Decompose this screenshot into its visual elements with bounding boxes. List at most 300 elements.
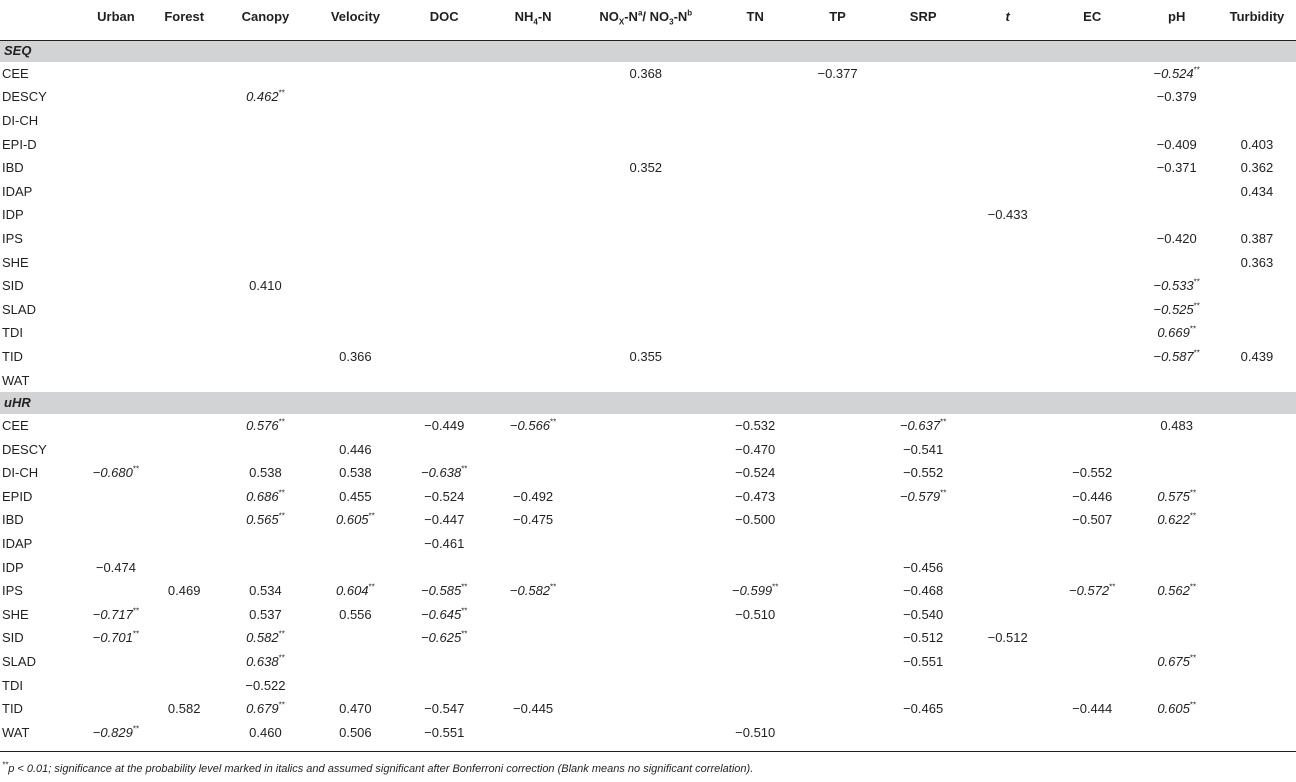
table-cell [1136, 274, 1218, 298]
table-cell [82, 133, 149, 157]
table-cell [1049, 133, 1136, 157]
table-cell: 0.352 [629, 160, 663, 176]
cell-value: −0.572 [1069, 583, 1110, 599]
cell-value: −0.566 [509, 418, 551, 434]
cell-value: 0.576 [246, 418, 279, 434]
table-cell [1136, 62, 1218, 86]
table-cell [490, 674, 577, 698]
table-cell [880, 204, 967, 228]
cell-value: −0.638 [421, 465, 462, 481]
table-cell: −0.492 [513, 488, 554, 504]
table-cell [967, 485, 1049, 509]
row-label: DI-CH [2, 112, 39, 128]
table-row [0, 251, 1296, 275]
row-label: SID [2, 278, 24, 294]
table-cell: −0.551 [903, 654, 944, 670]
table-cell [715, 322, 795, 346]
table-cell [1136, 485, 1218, 509]
table-cell: −0.446 [1072, 488, 1113, 504]
table-cell: 0.469 [167, 583, 201, 599]
significance-marker: ** [368, 512, 375, 522]
table-cell [1049, 369, 1136, 393]
table-cell: −0.532 [735, 418, 776, 434]
header-doc: DOC [429, 9, 459, 24]
table-cell: 0.368 [629, 65, 663, 81]
table-cell [399, 62, 490, 86]
table-row [0, 721, 1296, 745]
significance-marker: ** [278, 700, 285, 710]
table-cell: −0.461 [424, 536, 465, 552]
table-cell [399, 556, 490, 580]
cell-value: 0.638 [246, 654, 279, 670]
table-cell [880, 180, 967, 204]
significance-marker: ** [550, 582, 557, 592]
footnote-text: p < 0.01; significance at the probability level marked in italics and assumed significant after Bonferroni correction (Blank means no significant correlation). [8, 763, 754, 775]
row-label: CEE [2, 418, 29, 434]
table-cell [1136, 627, 1218, 651]
table-cell [1049, 204, 1136, 228]
table-cell [82, 438, 149, 462]
table-cell [312, 322, 399, 346]
table-cell [150, 509, 219, 533]
table-cell [1136, 251, 1218, 275]
table-cell [576, 180, 715, 204]
table-row [0, 369, 1296, 393]
table-cell [967, 180, 1049, 204]
cell-value: −0.637 [899, 418, 941, 434]
table-cell [1218, 603, 1296, 627]
cell-value: 0.575 [1157, 488, 1190, 504]
table-cell [1136, 532, 1218, 556]
table-row [0, 298, 1296, 322]
table-cell [150, 109, 219, 133]
table-cell [967, 133, 1049, 157]
table-cell: −0.475 [513, 512, 554, 528]
table-cell [399, 345, 490, 369]
table-cell: 0.363 [1240, 254, 1274, 270]
table-cell [490, 345, 577, 369]
table-cell [967, 109, 1049, 133]
table-cell [715, 345, 795, 369]
table-row [0, 180, 1296, 204]
table-cell [399, 322, 490, 346]
table-cell [880, 345, 967, 369]
table-cell: 0.434 [1240, 183, 1274, 199]
table-row [0, 697, 1296, 721]
table-cell: −0.551 [424, 724, 465, 740]
table-cell [82, 180, 149, 204]
table-cell [219, 156, 312, 180]
table-cell [576, 697, 715, 721]
row-label: DI-CH [2, 465, 39, 481]
cell-value: 0.582 [246, 630, 279, 646]
table-cell: −0.456 [903, 559, 944, 575]
table-cell [82, 227, 149, 251]
table-cell [795, 86, 880, 110]
row-label: DESCY [2, 89, 47, 105]
header-tn: TN [746, 9, 764, 24]
table-cell [399, 674, 490, 698]
row-label: EPID [2, 488, 33, 504]
table-cell [1049, 345, 1136, 369]
table-cell [795, 627, 880, 651]
table-cell [150, 156, 219, 180]
table-cell [399, 369, 490, 393]
significance-marker: ** [278, 630, 285, 640]
table-cell [880, 414, 967, 438]
table-cell: −0.552 [903, 465, 944, 481]
table-cell [967, 298, 1049, 322]
table-cell [715, 109, 795, 133]
table-cell: 0.460 [249, 724, 282, 740]
table-cell [82, 298, 149, 322]
table-cell [150, 204, 219, 228]
table-cell [880, 251, 967, 275]
table-cell [795, 721, 880, 745]
significance-marker: ** [132, 630, 140, 640]
table-cell: 0.556 [339, 606, 372, 622]
table-cell [82, 369, 149, 393]
table-cell [795, 414, 880, 438]
cell-value: 0.565 [246, 512, 279, 528]
table-cell [967, 697, 1049, 721]
significance-marker: ** [1189, 700, 1197, 710]
section-title: SEQ [4, 43, 32, 59]
cell-value: −0.625 [421, 630, 462, 646]
row-label: IPS [2, 583, 23, 599]
table-cell [312, 627, 399, 651]
table-cell [399, 251, 490, 275]
table-cell [1136, 322, 1218, 346]
table-cell [967, 556, 1049, 580]
table-cell [219, 509, 312, 533]
table-cell [1218, 532, 1296, 556]
table-cell [576, 650, 715, 674]
cell-value: 0.675 [1157, 654, 1190, 670]
table-cell [795, 697, 880, 721]
table-cell [795, 650, 880, 674]
table-cell [1136, 579, 1218, 603]
table-cell: −0.465 [903, 701, 944, 717]
header-nox-no3: $NO_X-N^a/$ $NO_3-N^b$ [599, 8, 693, 27]
table-cell [576, 556, 715, 580]
table-cell [1218, 86, 1296, 110]
table-cell [880, 109, 967, 133]
table-cell [312, 204, 399, 228]
table-cell [967, 369, 1049, 393]
row-label: IDAP [2, 536, 33, 552]
table-cell [490, 721, 577, 745]
table-cell [967, 414, 1049, 438]
table-cell [312, 369, 399, 393]
table-cell [150, 627, 219, 651]
header-ph: pH [1168, 9, 1186, 24]
table-cell [1218, 509, 1296, 533]
table-cell [490, 438, 577, 462]
table-cell [1136, 180, 1218, 204]
table-cell [795, 298, 880, 322]
table-cell [312, 180, 399, 204]
significance-marker: ** [278, 653, 285, 663]
table-cell [1136, 556, 1218, 580]
table-cell [1136, 509, 1218, 533]
table-row [0, 274, 1296, 298]
table-cell [490, 532, 577, 556]
table-cell [399, 603, 490, 627]
table-cell [795, 462, 880, 486]
table-cell [1136, 109, 1218, 133]
table-cell: −0.474 [95, 559, 136, 575]
table-cell: 0.483 [1160, 418, 1193, 434]
table-cell [490, 251, 577, 275]
table-cell [715, 274, 795, 298]
table-cell [967, 227, 1049, 251]
table-cell: −0.510 [735, 606, 776, 622]
table-cell [82, 509, 149, 533]
table-cell [150, 345, 219, 369]
row-label: WAT [2, 724, 30, 740]
table-cell: −0.507 [1072, 512, 1113, 528]
table-row [0, 133, 1296, 157]
cell-value: −0.829 [92, 724, 133, 740]
table-cell [82, 579, 149, 603]
significance-marker: ** [1189, 512, 1197, 522]
table-cell [967, 532, 1049, 556]
table-cell: −0.470 [735, 441, 776, 457]
table-cell [576, 133, 715, 157]
table-cell: 0.362 [1240, 160, 1274, 176]
header-canopy: Canopy [241, 9, 290, 24]
table-cell [219, 532, 312, 556]
significance-marker: ** [461, 606, 468, 616]
table-cell [490, 298, 577, 322]
significance-marker: ** [461, 464, 468, 474]
table-cell [219, 227, 312, 251]
significance-marker: ** [132, 464, 140, 474]
table-cell [795, 603, 880, 627]
table-cell [219, 650, 312, 674]
table-cell [82, 650, 149, 674]
table-cell [1218, 556, 1296, 580]
table-cell [795, 579, 880, 603]
table-cell [219, 133, 312, 157]
cell-value: 0.686 [246, 488, 279, 504]
table-cell [795, 556, 880, 580]
significance-marker: ** [278, 488, 285, 498]
table-cell [967, 721, 1049, 745]
significance-marker: ** [1193, 65, 1200, 75]
table-cell [795, 345, 880, 369]
table-cell [150, 721, 219, 745]
table-cell [490, 227, 577, 251]
table-cell: −0.445 [513, 701, 554, 717]
table-cell [150, 650, 219, 674]
table-row [0, 322, 1296, 346]
table-cell: 0.582 [167, 701, 201, 717]
table-cell [795, 532, 880, 556]
table-cell [795, 674, 880, 698]
header-tp: TP [829, 9, 846, 24]
table-cell [219, 180, 312, 204]
significance-marker: ** [461, 630, 468, 640]
table-cell [312, 650, 399, 674]
cell-value: 0.562 [1157, 583, 1190, 599]
table-cell [490, 322, 577, 346]
significance-marker: ** [132, 724, 140, 734]
section-title: uHR [4, 395, 31, 411]
table-cell [490, 414, 577, 438]
section-row-seq [0, 40, 1296, 62]
table-cell [880, 509, 967, 533]
row-label: DESCY [2, 441, 47, 457]
table-cell [576, 603, 715, 627]
cell-value: −0.533 [1153, 278, 1194, 294]
table-cell [219, 62, 312, 86]
table-cell: −0.447 [424, 512, 465, 528]
significance-marker: ** [1189, 488, 1197, 498]
table-cell [1136, 345, 1218, 369]
table-cell [1049, 251, 1136, 275]
table-cell [576, 438, 715, 462]
table-cell [312, 298, 399, 322]
table-cell [1218, 62, 1296, 86]
table-cell [576, 627, 715, 651]
table-cell [219, 251, 312, 275]
row-label: IDP [2, 207, 24, 223]
cell-value: −0.524 [1153, 65, 1194, 81]
table-cell [1049, 62, 1136, 86]
table-cell [82, 721, 149, 745]
table-cell [1136, 438, 1218, 462]
table-cell [795, 204, 880, 228]
table-cell [1049, 86, 1136, 110]
table-cell [1049, 109, 1136, 133]
table-cell [312, 133, 399, 157]
table-row [0, 462, 1296, 486]
table-row [0, 227, 1296, 251]
table-cell: −0.512 [987, 630, 1028, 646]
table-cell [82, 485, 149, 509]
header-turbidity: Turbidity [1229, 9, 1285, 24]
table-cell [1136, 369, 1218, 393]
table-cell [1049, 180, 1136, 204]
table-cell [399, 180, 490, 204]
table-cell [490, 603, 577, 627]
table-cell [1136, 298, 1218, 322]
table-cell [1049, 650, 1136, 674]
cell-value: −0.645 [421, 606, 462, 622]
table-cell [715, 369, 795, 393]
header-t: t [1005, 9, 1010, 24]
table-cell: 0.366 [339, 348, 372, 364]
table-cell [1218, 438, 1296, 462]
table-cell [576, 369, 715, 393]
row-label: WAT [2, 372, 30, 388]
cell-value: −0.680 [92, 465, 133, 481]
table-cell [1136, 650, 1218, 674]
cell-value: 0.622 [1157, 512, 1190, 528]
table-row [0, 109, 1296, 133]
table-cell [1136, 603, 1218, 627]
table-cell: −0.473 [735, 488, 776, 504]
table-cell [1049, 674, 1136, 698]
table-row [0, 532, 1296, 556]
table-cell [490, 133, 577, 157]
table-cell [795, 133, 880, 157]
table-cell [967, 274, 1049, 298]
table-cell [715, 180, 795, 204]
row-label: SHE [2, 606, 29, 622]
table-cell [312, 579, 399, 603]
table-cell [1136, 721, 1218, 745]
section-row-uhr [0, 392, 1296, 414]
table-cell [219, 345, 312, 369]
table-cell [82, 627, 149, 651]
table-cell [219, 485, 312, 509]
table-row [0, 674, 1296, 698]
cell-value: −0.525 [1153, 301, 1194, 317]
table-cell [967, 674, 1049, 698]
table-cell [576, 485, 715, 509]
table-cell [576, 414, 715, 438]
significance-marker: ** [368, 582, 375, 592]
table-cell [880, 322, 967, 346]
table-cell [150, 674, 219, 698]
table-cell [399, 627, 490, 651]
table-cell [1049, 532, 1136, 556]
table-cell [82, 109, 149, 133]
table-cell [795, 322, 880, 346]
table-cell [1049, 414, 1136, 438]
table-cell [967, 251, 1049, 275]
table-cell: −0.524 [424, 488, 465, 504]
table-cell [880, 133, 967, 157]
table-cell [490, 462, 577, 486]
table-cell [82, 251, 149, 275]
table-row [0, 627, 1296, 651]
table-cell [795, 251, 880, 275]
table-cell: 0.538 [249, 465, 282, 481]
table-cell [576, 298, 715, 322]
table-row [0, 603, 1296, 627]
table-cell [82, 274, 149, 298]
table-cell [219, 369, 312, 393]
table-cell [967, 462, 1049, 486]
table-cell [1136, 697, 1218, 721]
cell-value: 0.605 [336, 512, 369, 528]
table-cell [399, 650, 490, 674]
table-cell [150, 298, 219, 322]
table-cell [795, 369, 880, 393]
header-srp: SRP [909, 9, 937, 24]
table-cell: 0.506 [339, 724, 372, 740]
table-cell [967, 603, 1049, 627]
table-cell [715, 133, 795, 157]
header-urban: Urban [97, 9, 135, 24]
table-cell [312, 109, 399, 133]
table-cell [1049, 627, 1136, 651]
table-cell: −0.420 [1156, 230, 1197, 246]
table-cell [576, 274, 715, 298]
table-cell: −0.552 [1072, 465, 1113, 481]
table-cell: −0.540 [903, 606, 944, 622]
table-cell [150, 603, 219, 627]
table-cell [715, 86, 795, 110]
significance-marker: ** [940, 488, 947, 498]
table-cell [1136, 462, 1218, 486]
table-cell [715, 204, 795, 228]
table-cell [1218, 414, 1296, 438]
